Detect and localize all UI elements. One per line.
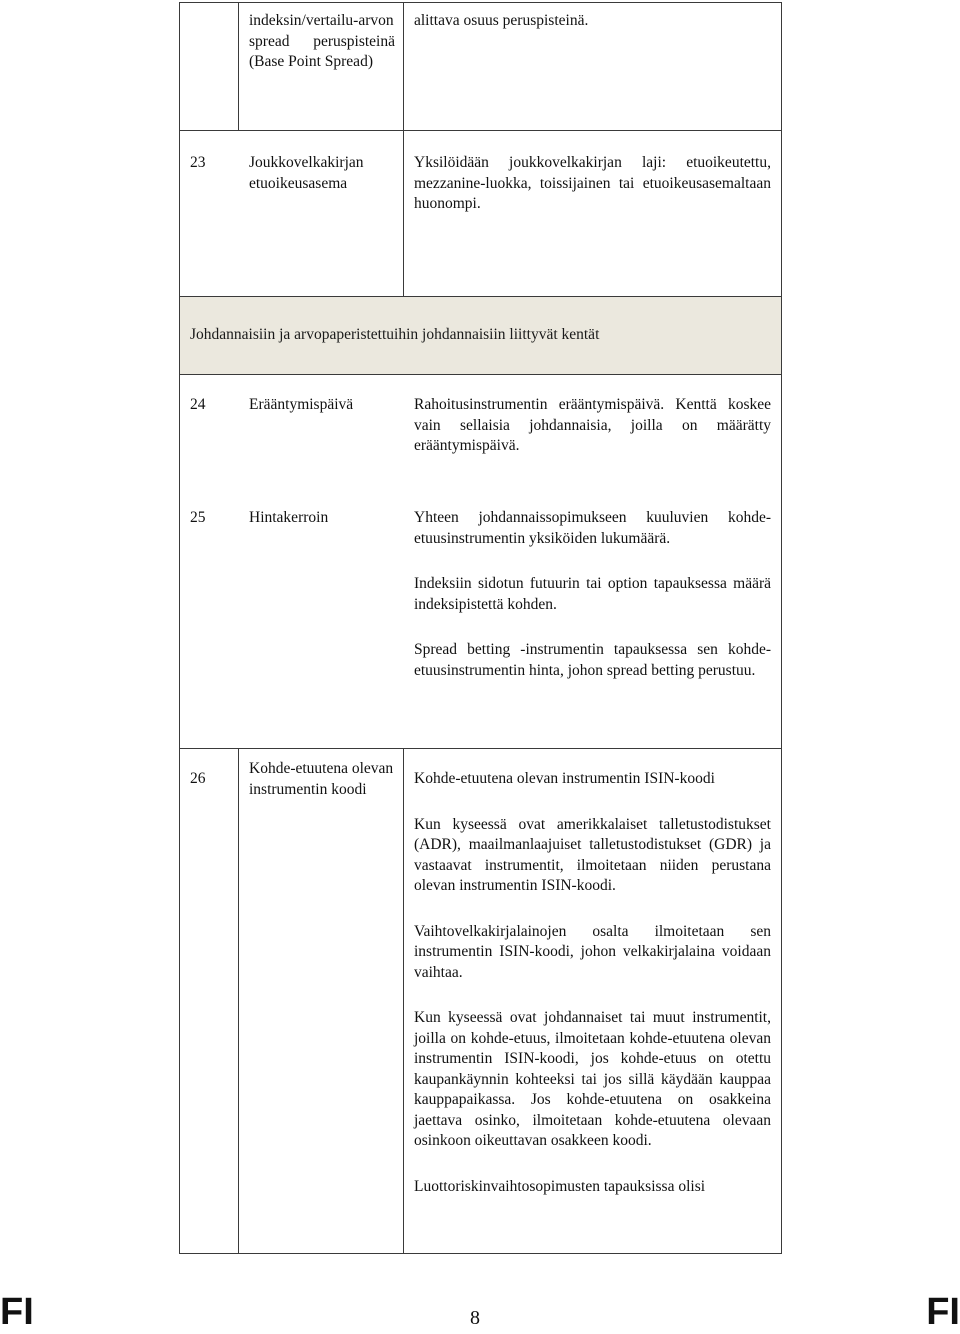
field-description-cell bbox=[414, 508, 781, 748]
table-row bbox=[180, 748, 781, 1253]
description-paragraph: Indeksiin sidotun futuurin tai option tapauksessa määrä indeksipistettä kohden. bbox=[414, 575, 771, 613]
section-header bbox=[180, 296, 781, 374]
field-name: indeksin/vertailu-arvon spread peruspisteinä (Base Point Spread) bbox=[249, 12, 395, 70]
page-footer bbox=[0, 1290, 960, 1334]
description-paragraph: Luottoriskinvaihtosopimusten tapauksissa olisi bbox=[414, 1177, 706, 1195]
description-paragraph: Spread betting -instrumentin tapauksessa sen kohde-etuusinstrumentin hinta, johon spread betting perustuu. bbox=[414, 641, 771, 679]
field-name: Kohde-etuutena olevan instrumentin koodi bbox=[249, 760, 394, 798]
table-row bbox=[180, 395, 781, 508]
row-number-cell bbox=[180, 3, 239, 130]
description-paragraph: Vaihtovelkakirjalainojen osalta ilmoitetaan sen instrumentin ISIN-koodi, johon velkakirjalaina voidaan vaihtaa. bbox=[414, 922, 771, 981]
description-paragraph: Kun kyseessä ovat amerikkalaiset talletustodistukset (ADR), maailmanlaajuiset talletustodistukset (GDR) ja vastaavat instrumentit, ilmoitetaan niiden perustana olevan instrumentin ISIN-koodi. bbox=[414, 815, 771, 894]
field-name-cell bbox=[239, 749, 404, 1253]
field-description-cell bbox=[404, 3, 781, 130]
field-name: Joukkovelkakirjan etuoikeusasema bbox=[249, 154, 364, 192]
table-row bbox=[180, 130, 781, 296]
description-paragraph: Yhteen johdannaissopimukseen kuuluvien kohde-etuusinstrumentin yksiköiden lukumäärä. bbox=[414, 509, 771, 547]
row-number: 23 bbox=[190, 154, 206, 171]
description-paragraph: alittava osuus peruspisteinä. bbox=[414, 12, 589, 29]
field-name: Erääntymispäivä bbox=[249, 396, 354, 413]
row-number: 25 bbox=[190, 509, 206, 526]
table-row bbox=[180, 3, 781, 130]
field-name-cell bbox=[180, 131, 404, 296]
row-number: 24 bbox=[190, 396, 206, 413]
fields-table bbox=[179, 2, 782, 1254]
derivatives-block bbox=[180, 374, 781, 748]
section-header-text: Johdannaisiin ja arvopaperistettuihin johdannaisiin liittyvät kentät bbox=[190, 326, 600, 344]
field-description-cell bbox=[404, 749, 781, 1253]
description-paragraph: Rahoitusinstrumentin erääntymispäivä. Kenttä koskee vain sellaisia johdannaisia, joilla on määrätty erääntymispäivä. bbox=[414, 396, 771, 454]
description-paragraph: Kohde-etuutena olevan instrumentin ISIN-koodi bbox=[414, 770, 715, 787]
field-description-cell bbox=[404, 131, 781, 296]
row-number: 26 bbox=[190, 770, 206, 787]
field-description-cell bbox=[414, 395, 781, 508]
language-mark-right: FI bbox=[926, 1291, 960, 1333]
field-name: Hintakerroin bbox=[249, 509, 329, 526]
field-name-cell bbox=[239, 3, 404, 130]
row-number-cell bbox=[180, 749, 239, 1253]
table-row bbox=[180, 508, 781, 748]
page-number: 8 bbox=[470, 1307, 480, 1329]
description-paragraph: Yksilöidään joukkovelkakirjan laji: etuoikeutettu, mezzanine-luokka, toissijainen tai etuoikeusasemaltaan huonompi. bbox=[414, 154, 771, 212]
description-paragraph: Kun kyseessä ovat johdannaiset tai muut instrumentit, joilla on kohde-etuus, ilmoitetaan kohde-etuutena olevan instrumentin ISIN-koodi, jos kohde-etuus on otettu kaupankäynnin kohteeksi tai jos sillä käydään kauppaa kauppapaikassa. Jos kohde-etuutena on osakkeina jaettava osinko, ilmoitetaan kohde-etuutena olevaan osinkoon oikeuttavan osakkeen koodi. bbox=[414, 1009, 771, 1149]
language-mark-left: FI bbox=[0, 1291, 34, 1333]
